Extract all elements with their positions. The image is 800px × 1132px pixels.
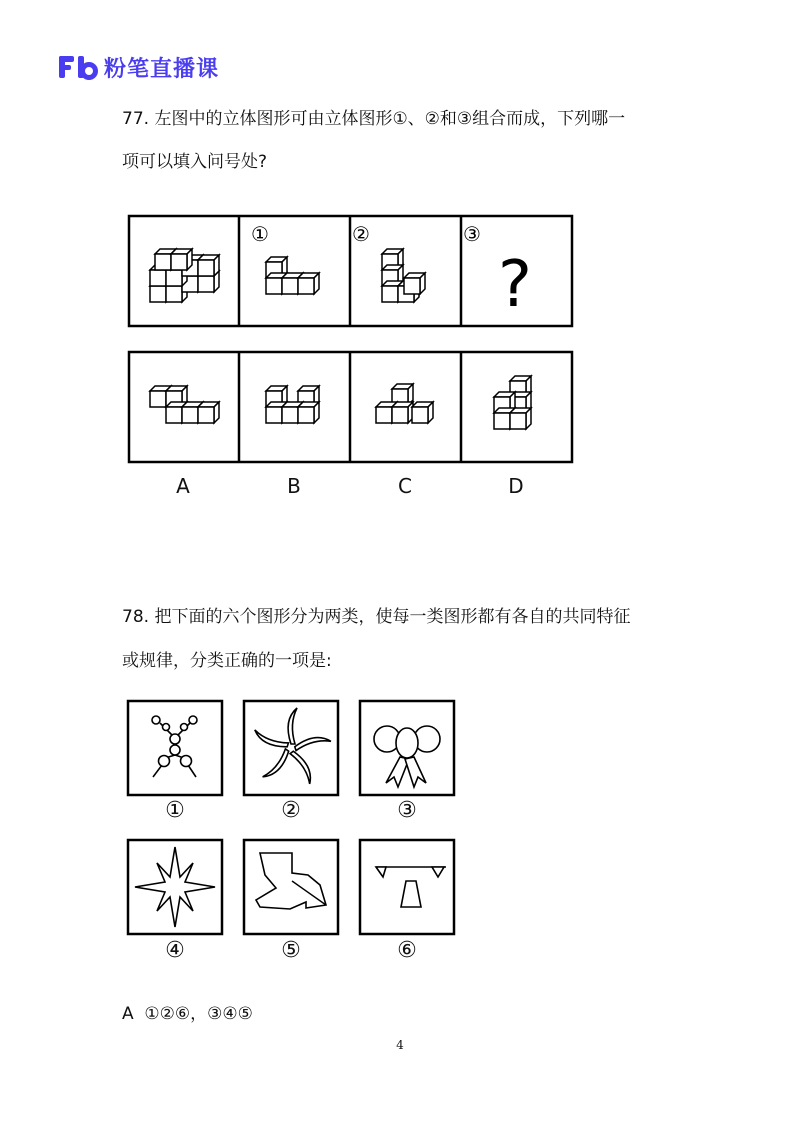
figure-4-star <box>135 847 215 927</box>
option-c-figure <box>376 384 433 423</box>
q77-figure <box>120 208 580 470</box>
figure-4-label: ④ <box>165 938 185 963</box>
figure-3-bow <box>374 726 440 787</box>
solid3-label: ③ <box>463 222 481 246</box>
q78-figure <box>120 695 470 975</box>
question-mark: ? <box>498 248 532 322</box>
option-b-label[interactable]: B <box>287 474 301 498</box>
figure-6-balance <box>376 867 446 907</box>
option-d-figure <box>494 376 531 429</box>
option-b-figure <box>266 386 319 423</box>
q78-text-line1: 78. 把下面的六个图形分为两类，使每一类图形都有各自的共同特征 <box>122 607 631 627</box>
option-d-label[interactable]: D <box>508 474 524 498</box>
option-a-figure <box>150 386 219 423</box>
option-c-label[interactable]: C <box>398 474 412 498</box>
brand-logo <box>58 50 219 84</box>
solid-1 <box>266 257 319 294</box>
solid1-label: ① <box>251 222 269 246</box>
answer-option-a[interactable]: A ①②⑥，③④⑤ <box>122 1004 253 1024</box>
q77-text-line1: 77. 左图中的立体图形可由立体图形①、②和③组合而成，下列哪一 <box>122 109 626 129</box>
figure-6-label: ⑥ <box>397 938 417 963</box>
option-a-label[interactable]: A <box>176 474 190 498</box>
brand-name: 粉笔直播课 <box>104 56 220 82</box>
page-number: 4 <box>396 1038 404 1052</box>
solid2-label: ② <box>352 222 370 246</box>
composite-solid <box>150 249 219 302</box>
figure-5-polygon <box>256 853 326 909</box>
fb-logo-icon <box>58 53 98 81</box>
q78-text-line2: 或规律，分类正确的一项是: <box>122 651 332 671</box>
solid-2 <box>382 249 425 302</box>
q77-text-line2: 项可以填入问号处? <box>122 152 268 172</box>
figure-2-crescent-pinwheel <box>252 708 331 784</box>
figure-1-molecule <box>152 716 197 777</box>
figure-3-label: ③ <box>397 798 417 823</box>
figure-1-label: ① <box>165 798 185 823</box>
figure-2-label: ② <box>281 798 301 823</box>
figure-5-label: ⑤ <box>281 938 301 963</box>
